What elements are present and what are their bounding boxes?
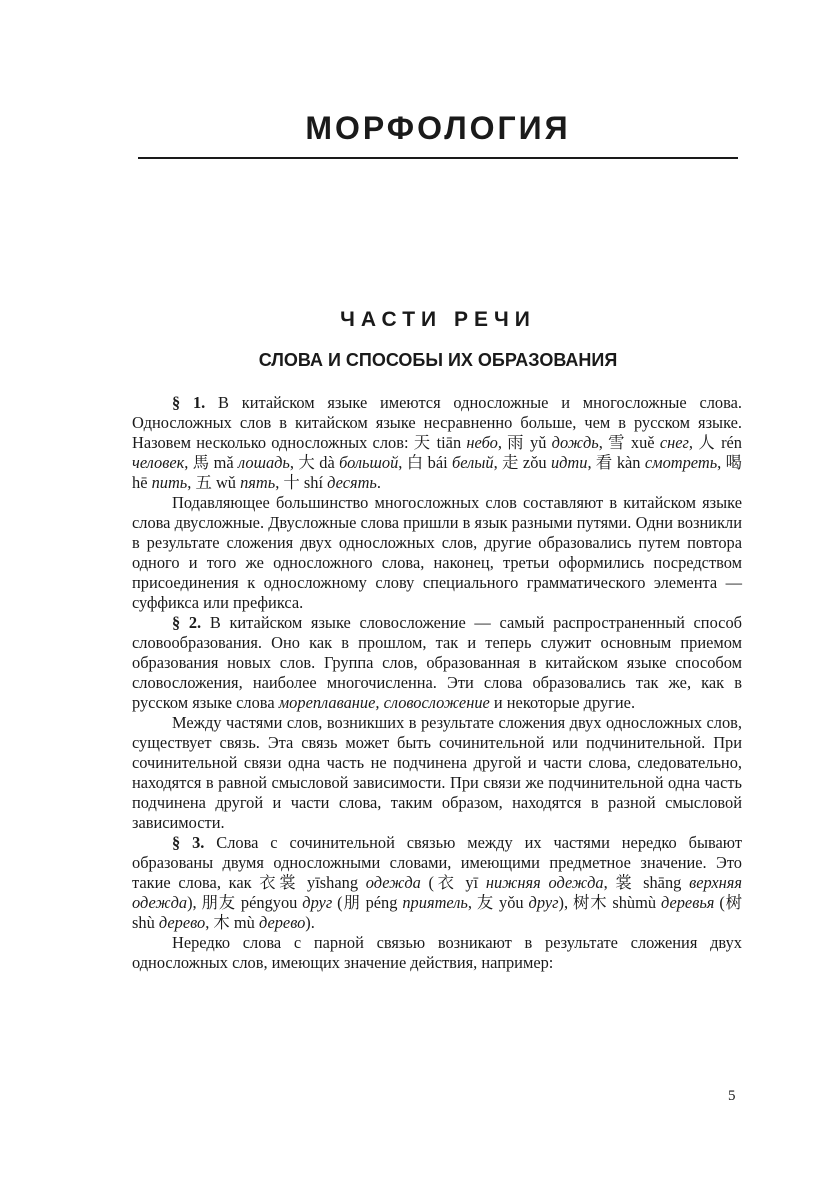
paragraph-1: § 1. В китайском языке имеются односложные и многосложные слова. Односложных слов в китайском языке несравненно больше, чем в русском языке. Назовем несколько односложных слов: 天 tiān небо, 雨 yǔ дождь, 雪 xuě снег, 人 rén человек, 馬 mǎ лошадь, 大 dà большой, 白 bái белый, 走 zǒu идти, 看 kàn смотреть, 喝 hē пить, 五 wǔ пять, 十 shí десять. <box>132 393 743 492</box>
paragraph-2: Подавляющее большинство многосложных слов составляют в китайском языке слова двусложные. Двусложные слова пришли в язык разными путями. Одни возникли в результате сложения двух односложных слов, другие образовались путем повтора одного и того же односложного слова, наконец, третьи оформились посредством присоединения к односложному слову специального грамматического элемента — суффикса или префикса. <box>132 493 742 612</box>
body-text <box>132 393 742 973</box>
heading-rule <box>138 157 738 159</box>
paragraph-3: § 2. В китайском языке словосложение — самый распространенный способ словообразования. Оно как в прошлом, так и теперь служит основным приемом образования новых слов. Группа слов, образованная в китайском языке способом словосложения, наиболее многочисленна. Эти слова образовались так же, как в русском языке слова мореплавание, словосложение и некоторые другие. <box>132 613 742 712</box>
page-heading: МОРФОЛОГИЯ <box>305 110 571 146</box>
paragraph-4: Между частями слов, возникших в результате сложения двух односложных слов, существует связь. Эта связь может быть сочинительной или подчинительной. При сочинительной связи одна часть не подчинена другой и части слова, следовательно, находятся в равной смысловой зависимости. При связи же подчинительной одна часть подчинена другой и части слова, таким образом, находятся в разной смысловой зависимости. <box>132 713 742 832</box>
section-mark: § 1. <box>172 393 206 412</box>
paragraph-5: § 3. Слова с сочинительной связью между их частями нередко бывают образованы двумя односложными словами, имеющими предметное значение. Это такие слова, как 衣裳 yīshang одежда (衣 yī нижняя одежда, 裳 shāng верхняя одежда), 朋友 péngyou друг (朋 péng приятель, 友 yǒu друг), 树木 shùmù деревья (树 shù дерево, 木 mù дерево). <box>132 833 743 932</box>
section-mark: § 2. <box>172 613 202 632</box>
page-number: 5 <box>728 1088 736 1104</box>
section-mark: § 3. <box>172 833 205 852</box>
section-title: ЧАСТИ РЕЧИ <box>340 308 536 331</box>
paragraph-6: Нередко слова с парной связью возникают в результате сложения двух односложных слов, имеющих значение действия, например: <box>132 933 742 972</box>
subsection-title: СЛОВА И СПОСОБЫ ИХ ОБРАЗОВАНИЯ <box>258 350 618 370</box>
